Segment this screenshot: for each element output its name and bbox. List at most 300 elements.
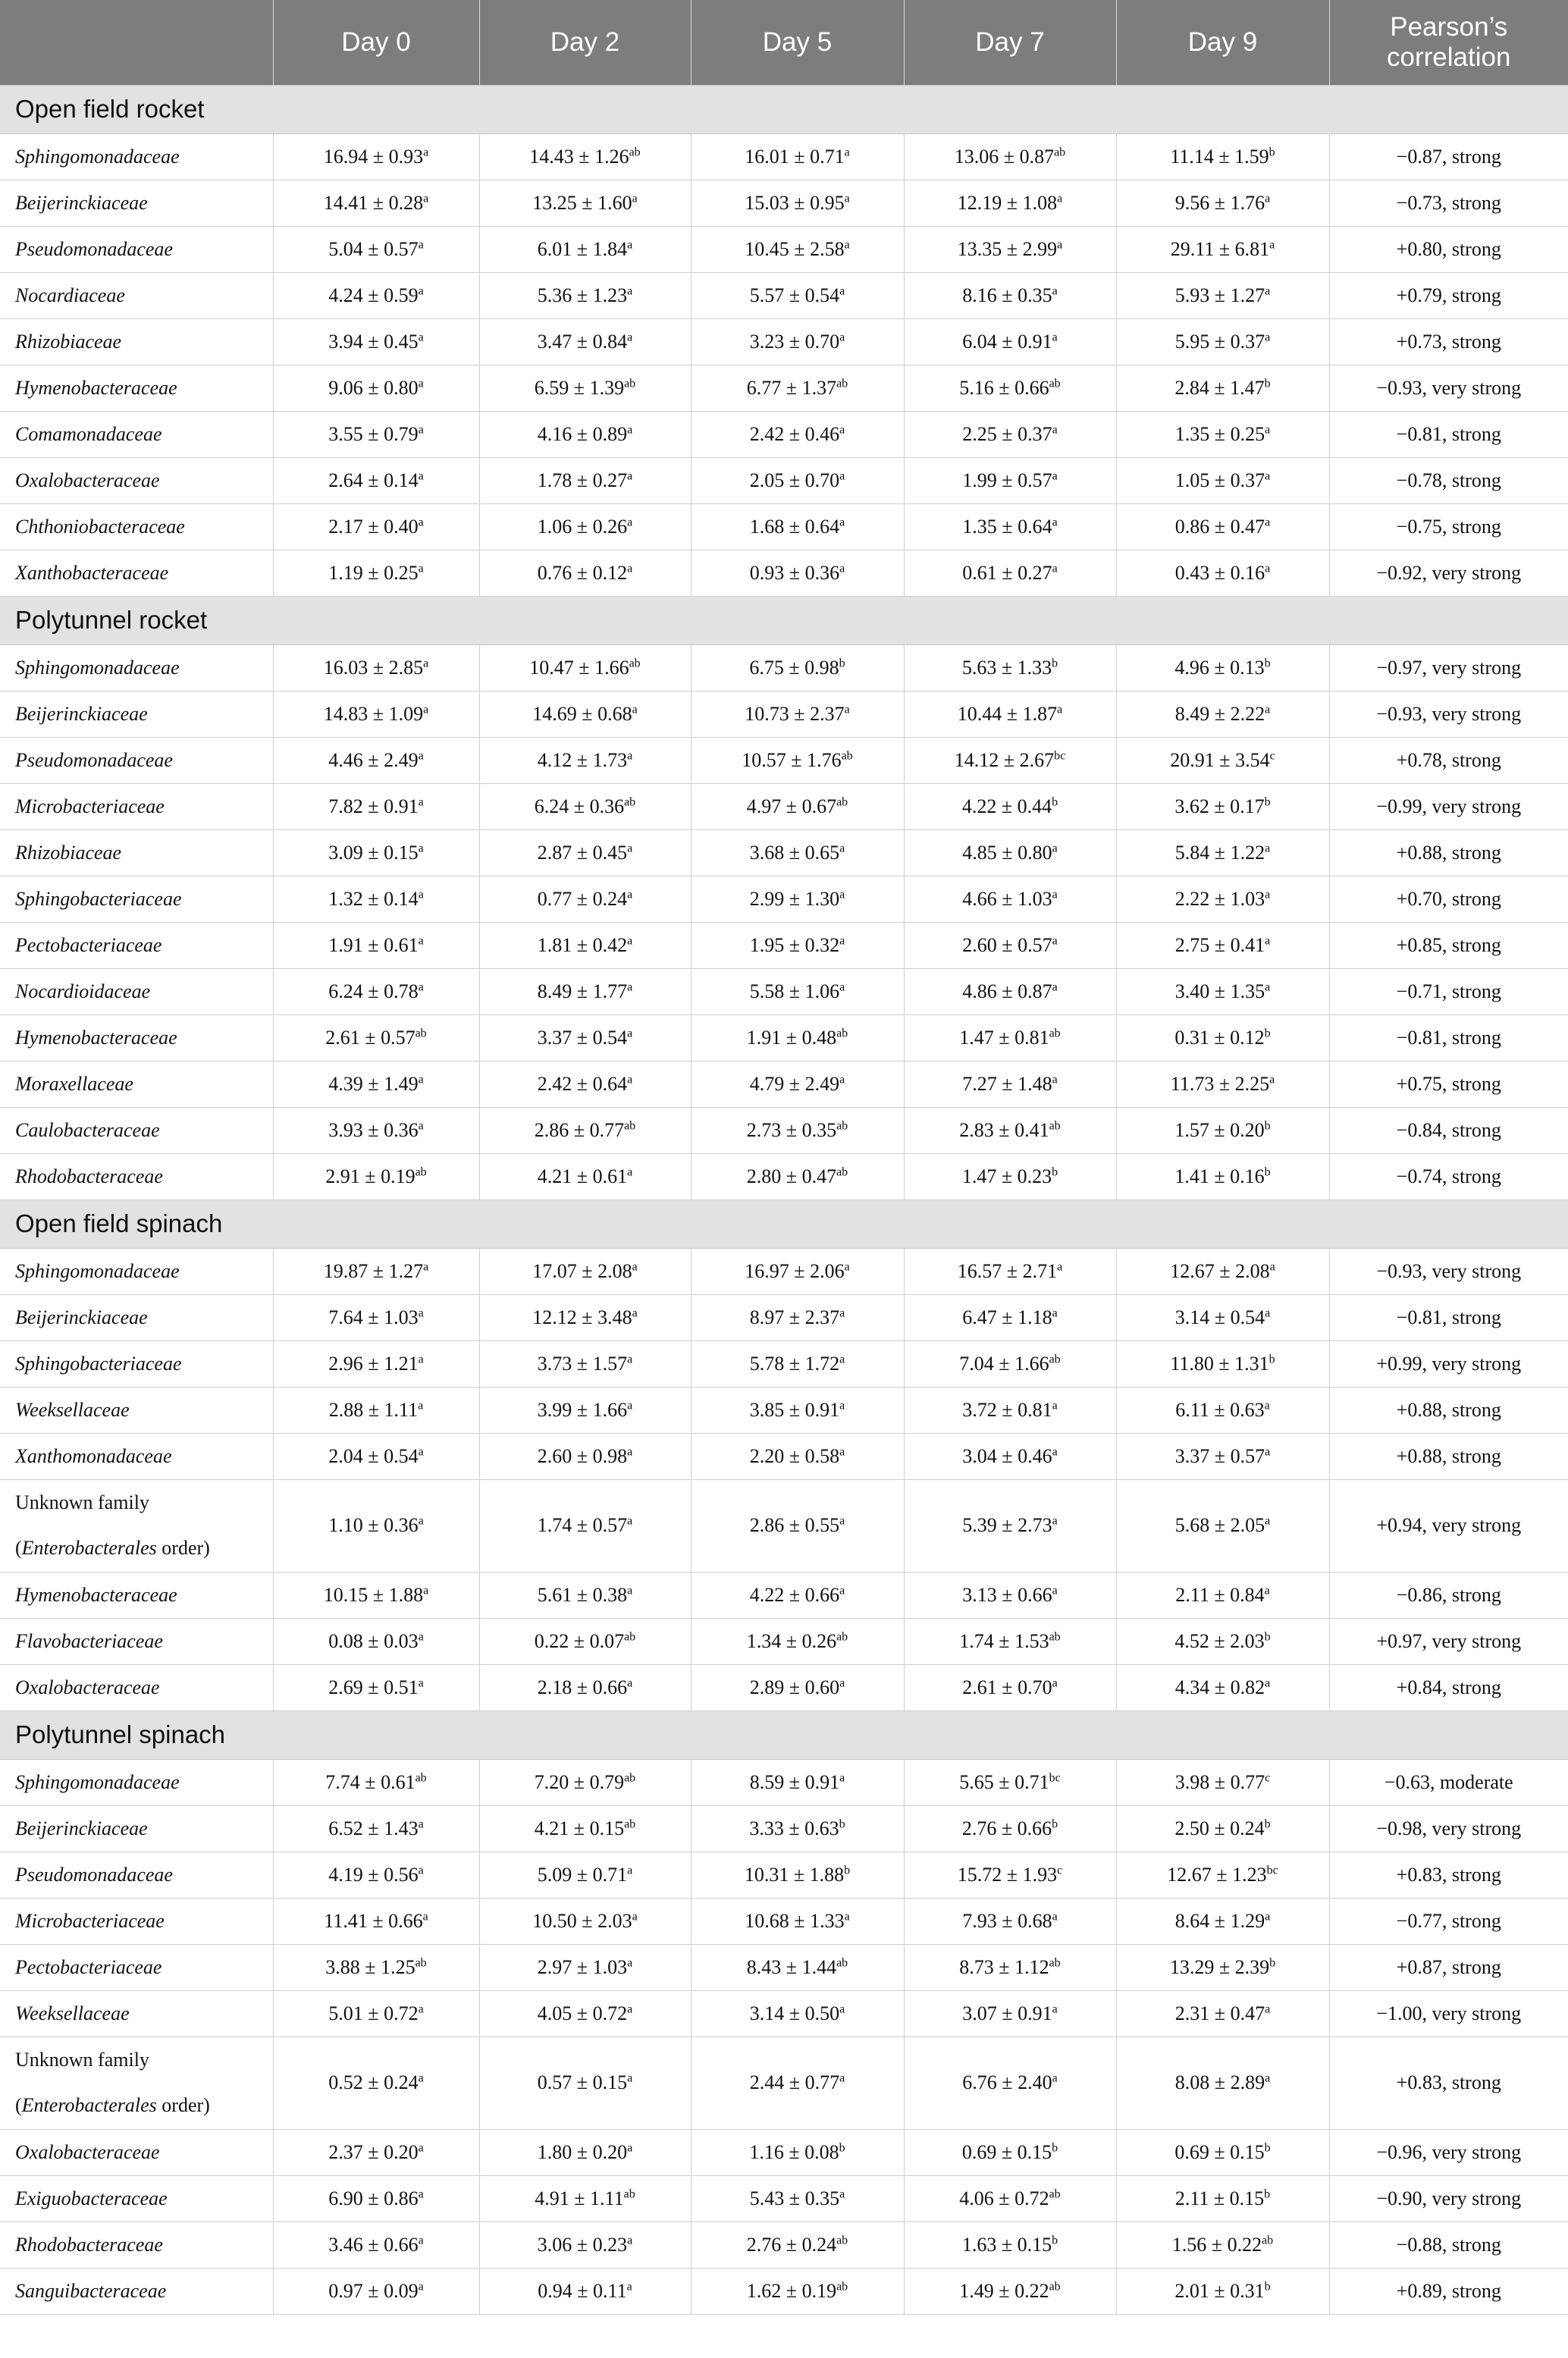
pearson-cell: +0.83, strong bbox=[1329, 2037, 1568, 2129]
mean-sd-value: 5.58 ± 1.06 bbox=[749, 980, 840, 1002]
table-row bbox=[0, 1433, 1568, 1479]
header-cell-day-9: Day 9 bbox=[1116, 0, 1329, 85]
mean-sd-value: 16.57 ± 2.71 bbox=[957, 1259, 1058, 1282]
significance-letter: ab bbox=[836, 1629, 848, 1643]
mean-sd-value: 1.91 ± 0.61 bbox=[328, 933, 419, 956]
significance-letter: ab bbox=[836, 1165, 848, 1178]
mean-sd-value: 6.24 ± 0.78 bbox=[328, 980, 419, 1002]
significance-letter: c bbox=[1269, 748, 1275, 762]
mean-sd-value: 6.47 ± 1.18 bbox=[962, 1306, 1052, 1328]
pearson-cell: −0.98, very strong bbox=[1329, 1805, 1568, 1852]
significance-letter: a bbox=[418, 795, 424, 808]
mean-sd-value: 6.11 ± 0.63 bbox=[1175, 1398, 1265, 1421]
significance-letter: a bbox=[418, 1817, 424, 1830]
significance-letter: ab bbox=[836, 1118, 848, 1132]
significance-letter: a bbox=[418, 1863, 424, 1877]
table-row bbox=[0, 644, 1568, 691]
mean-sd-value: 7.04 ± 1.66 bbox=[959, 1352, 1049, 1375]
mean-sd-value: 6.59 ± 1.39 bbox=[534, 376, 625, 399]
significance-letter: a bbox=[839, 1676, 845, 1689]
significance-letter: a bbox=[423, 1259, 429, 1273]
value-cell-day-2 bbox=[479, 2129, 691, 2175]
pearson-cell: +0.83, strong bbox=[1329, 1852, 1568, 1898]
mean-sd-value: 2.75 ± 0.41 bbox=[1174, 933, 1265, 956]
value-cell-day-2 bbox=[479, 829, 691, 876]
mean-sd-value: 7.93 ± 0.68 bbox=[962, 1909, 1052, 1932]
value-cell-day-5 bbox=[691, 457, 904, 503]
significance-letter: ab bbox=[1262, 2233, 1274, 2247]
value-cell-day-7 bbox=[904, 550, 1116, 596]
significance-letter: ab bbox=[1049, 1118, 1061, 1132]
significance-letter: a bbox=[627, 1444, 633, 1458]
pearson-cell: +0.75, strong bbox=[1329, 1061, 1568, 1107]
significance-letter: a bbox=[1264, 1398, 1270, 1412]
mean-sd-value: 5.16 ± 0.66 bbox=[959, 376, 1049, 399]
mean-sd-value: 3.04 ± 0.46 bbox=[962, 1444, 1052, 1467]
mean-sd-value: 8.08 ± 2.89 bbox=[1174, 2071, 1265, 2093]
value-cell-day-0 bbox=[273, 737, 479, 783]
mean-sd-value: 13.29 ± 2.39 bbox=[1169, 1955, 1270, 1978]
significance-letter: a bbox=[1057, 1259, 1063, 1273]
value-cell-day-0 bbox=[273, 272, 479, 318]
taxon-cell: Sphingobacteriaceae bbox=[0, 876, 273, 922]
mean-sd-value: 0.43 ± 0.16 bbox=[1174, 561, 1265, 584]
significance-letter: a bbox=[1265, 2071, 1271, 2085]
value-cell-day-5 bbox=[691, 1433, 904, 1479]
significance-letter: a bbox=[627, 561, 633, 575]
value-cell-day-5 bbox=[691, 1294, 904, 1340]
mean-sd-value: 5.65 ± 0.71 bbox=[959, 1770, 1049, 1793]
significance-letter: ab bbox=[836, 1026, 848, 1039]
significance-letter: ab bbox=[415, 1770, 427, 1784]
mean-sd-value: 2.89 ± 0.60 bbox=[749, 1676, 840, 1698]
significance-letter: b bbox=[1052, 656, 1058, 669]
significance-letter: a bbox=[627, 1165, 633, 1178]
table-row bbox=[0, 691, 1568, 737]
significance-letter: b bbox=[1264, 1026, 1271, 1039]
value-cell-day-9 bbox=[1116, 644, 1329, 691]
mean-sd-value: 2.64 ± 0.14 bbox=[328, 469, 419, 491]
taxon-cell: Sphingomonadaceae bbox=[0, 1759, 273, 1805]
table-row bbox=[0, 1107, 1568, 1153]
significance-letter: a bbox=[632, 1909, 638, 1923]
value-cell-day-0 bbox=[273, 1664, 479, 1710]
taxon-cell: Pectobacteriaceae bbox=[0, 922, 273, 968]
value-cell-day-7 bbox=[904, 1618, 1116, 1664]
mean-sd-value: 0.77 ± 0.24 bbox=[537, 887, 628, 910]
taxon-name: Unknown family bbox=[15, 2049, 149, 2071]
mean-sd-value: 0.86 ± 0.47 bbox=[1174, 515, 1265, 538]
table-row bbox=[0, 180, 1568, 226]
value-cell-day-7 bbox=[904, 1572, 1116, 1618]
table-body bbox=[0, 85, 1568, 2314]
mean-sd-value: 3.62 ± 0.17 bbox=[1174, 795, 1265, 817]
section-title: Polytunnel spinach bbox=[0, 1710, 1568, 1759]
significance-letter: a bbox=[1265, 1306, 1271, 1319]
mean-sd-value: 4.21 ± 0.61 bbox=[537, 1165, 628, 1187]
significance-letter: a bbox=[627, 1398, 633, 1412]
table-row bbox=[0, 1664, 1568, 1710]
mean-sd-value: 2.11 ± 0.84 bbox=[1175, 1583, 1265, 1606]
value-cell-day-0 bbox=[273, 2037, 479, 2129]
pearson-cell: +0.87, strong bbox=[1329, 1944, 1568, 1990]
mean-sd-value: 4.79 ± 2.49 bbox=[749, 1072, 840, 1095]
mean-sd-value: 2.20 ± 0.58 bbox=[749, 1444, 840, 1467]
significance-letter: a bbox=[418, 980, 424, 993]
significance-letter: a bbox=[1265, 702, 1271, 716]
value-cell-day-5 bbox=[691, 1061, 904, 1107]
significance-letter: bc bbox=[1266, 1863, 1278, 1877]
significance-letter: a bbox=[627, 980, 633, 993]
value-cell-day-9 bbox=[1116, 829, 1329, 876]
value-cell-day-5 bbox=[691, 226, 904, 272]
significance-letter: a bbox=[423, 656, 429, 669]
value-cell-day-2 bbox=[479, 922, 691, 968]
mean-sd-value: 1.34 ± 0.26 bbox=[746, 1629, 837, 1652]
significance-letter: a bbox=[839, 1444, 845, 1458]
significance-letter: a bbox=[1052, 1676, 1058, 1689]
significance-letter: ab bbox=[1049, 1629, 1061, 1643]
mean-sd-value: 1.10 ± 0.36 bbox=[328, 1514, 419, 1536]
table-row bbox=[0, 550, 1568, 596]
value-cell-day-5 bbox=[691, 922, 904, 968]
value-cell-day-9 bbox=[1116, 1153, 1329, 1199]
value-cell-day-0 bbox=[273, 829, 479, 876]
taxon-cell: Pseudomonadaceae bbox=[0, 1852, 273, 1898]
value-cell-day-9 bbox=[1116, 876, 1329, 922]
section-row bbox=[0, 85, 1568, 133]
value-cell-day-2 bbox=[479, 691, 691, 737]
mean-sd-value: 3.14 ± 0.50 bbox=[749, 2002, 840, 2024]
mean-sd-value: 14.12 ± 2.67 bbox=[954, 748, 1055, 771]
value-cell-day-5 bbox=[691, 550, 904, 596]
significance-letter: a bbox=[627, 1514, 633, 1528]
mean-sd-value: 6.90 ± 0.86 bbox=[328, 2187, 419, 2209]
significance-letter: a bbox=[418, 515, 424, 528]
value-cell-day-0 bbox=[273, 1153, 479, 1199]
value-cell-day-2 bbox=[479, 876, 691, 922]
value-cell-day-7 bbox=[904, 272, 1116, 318]
value-cell-day-2 bbox=[479, 737, 691, 783]
significance-letter: a bbox=[418, 2233, 424, 2247]
taxon-cell: Microbacteriaceae bbox=[0, 1898, 273, 1944]
mean-sd-value: 13.06 ± 0.87 bbox=[954, 145, 1055, 168]
mean-sd-value: 3.98 ± 0.77 bbox=[1174, 1770, 1265, 1793]
taxon-cell: Rhizobiaceae bbox=[0, 318, 273, 365]
significance-letter: a bbox=[418, 237, 424, 251]
mean-sd-value: 4.22 ± 0.66 bbox=[749, 1583, 840, 1606]
value-cell-day-0 bbox=[273, 133, 479, 180]
value-cell-day-7 bbox=[904, 503, 1116, 550]
significance-letter: a bbox=[1052, 980, 1058, 993]
value-cell-day-0 bbox=[273, 2222, 479, 2268]
pearson-cell: +0.94, very strong bbox=[1329, 1479, 1568, 1572]
value-cell-day-2 bbox=[479, 1805, 691, 1852]
value-cell-day-2 bbox=[479, 1898, 691, 1944]
pearson-cell: −0.75, strong bbox=[1329, 503, 1568, 550]
value-cell-day-9 bbox=[1116, 2268, 1329, 2314]
table-row bbox=[0, 1153, 1568, 1199]
value-cell-day-5 bbox=[691, 1248, 904, 1294]
mean-sd-value: 3.85 ± 0.91 bbox=[749, 1398, 840, 1421]
mean-sd-value: 1.47 ± 0.81 bbox=[959, 1026, 1049, 1049]
taxon-cell: Beijerinckiaceae bbox=[0, 180, 273, 226]
value-cell-day-2 bbox=[479, 1294, 691, 1340]
significance-letter: a bbox=[418, 1629, 424, 1643]
taxon-cell: Flavobacteriaceae bbox=[0, 1618, 273, 1664]
table-row bbox=[0, 133, 1568, 180]
mean-sd-value: 10.68 ± 1.33 bbox=[745, 1909, 845, 1932]
taxon-cell: Pectobacteriaceae bbox=[0, 1944, 273, 1990]
value-cell-day-0 bbox=[273, 1852, 479, 1898]
value-cell-day-7 bbox=[904, 644, 1116, 691]
significance-letter: a bbox=[418, 933, 424, 947]
significance-letter: a bbox=[1265, 1909, 1271, 1923]
significance-letter: a bbox=[844, 237, 850, 251]
mean-sd-value: 2.69 ± 0.51 bbox=[328, 1676, 419, 1698]
value-cell-day-5 bbox=[691, 1340, 904, 1387]
mean-sd-value: 2.18 ± 0.66 bbox=[537, 1676, 628, 1698]
taxon-name: Unknown family bbox=[15, 1491, 149, 1513]
significance-letter: a bbox=[418, 2279, 424, 2293]
section-row bbox=[0, 1199, 1568, 1248]
significance-letter: a bbox=[839, 1398, 845, 1412]
significance-letter: a bbox=[1052, 1444, 1058, 1458]
taxon-cell: Nocardiaceae bbox=[0, 272, 273, 318]
value-cell-day-7 bbox=[904, 365, 1116, 411]
value-cell-day-7 bbox=[904, 1061, 1116, 1107]
significance-letter: ab bbox=[1049, 2187, 1061, 2200]
significance-letter: a bbox=[1265, 1676, 1271, 1689]
value-cell-day-0 bbox=[273, 644, 479, 691]
mean-sd-value: 2.86 ± 0.55 bbox=[749, 1514, 840, 1536]
mean-sd-value: 4.24 ± 0.59 bbox=[328, 284, 419, 306]
mean-sd-value: 0.31 ± 0.12 bbox=[1174, 1026, 1265, 1049]
value-cell-day-2 bbox=[479, 644, 691, 691]
mean-sd-value: 2.22 ± 1.03 bbox=[1174, 887, 1265, 910]
significance-letter: a bbox=[1052, 933, 1058, 947]
value-cell-day-2 bbox=[479, 1061, 691, 1107]
mean-sd-value: 19.87 ± 1.27 bbox=[323, 1259, 424, 1282]
pearson-cell: +0.88, strong bbox=[1329, 1387, 1568, 1433]
value-cell-day-7 bbox=[904, 226, 1116, 272]
mean-sd-value: 5.68 ± 2.05 bbox=[1174, 1514, 1265, 1536]
table-row bbox=[0, 1248, 1568, 1294]
significance-letter: b bbox=[839, 1817, 845, 1830]
mean-sd-value: 3.23 ± 0.70 bbox=[749, 330, 840, 353]
value-cell-day-7 bbox=[904, 2175, 1116, 2222]
value-cell-day-9 bbox=[1116, 1294, 1329, 1340]
significance-letter: a bbox=[418, 1072, 424, 1086]
significance-letter: c bbox=[1057, 1863, 1063, 1877]
significance-letter: a bbox=[627, 2002, 633, 2015]
mean-sd-value: 4.16 ± 0.89 bbox=[537, 422, 628, 445]
table-row bbox=[0, 2129, 1568, 2175]
value-cell-day-5 bbox=[691, 2129, 904, 2175]
significance-letter: a bbox=[627, 237, 633, 251]
significance-letter: a bbox=[627, 1352, 633, 1366]
mean-sd-value: 9.56 ± 1.76 bbox=[1174, 191, 1265, 214]
value-cell-day-5 bbox=[691, 1759, 904, 1805]
taxon-cell: Beijerinckiaceae bbox=[0, 691, 273, 737]
significance-letter: a bbox=[423, 702, 429, 716]
significance-letter: a bbox=[418, 330, 424, 343]
table-row bbox=[0, 783, 1568, 829]
mean-sd-value: 0.69 ± 0.15 bbox=[1174, 2140, 1265, 2163]
table-row bbox=[0, 272, 1568, 318]
significance-letter: a bbox=[1264, 1583, 1270, 1597]
significance-letter: a bbox=[1265, 841, 1271, 854]
pearson-cell: −0.63, moderate bbox=[1329, 1759, 1568, 1805]
mean-sd-value: 4.21 ± 0.15 bbox=[534, 1817, 625, 1839]
value-cell-day-7 bbox=[904, 876, 1116, 922]
significance-letter: ab bbox=[624, 1770, 636, 1784]
mean-sd-value: 2.01 ± 0.31 bbox=[1174, 2279, 1265, 2302]
mean-sd-value: 1.47 ± 0.23 bbox=[961, 1165, 1052, 1187]
mean-sd-value: 6.75 ± 0.98 bbox=[749, 656, 839, 679]
pearson-cell: −0.84, strong bbox=[1329, 1107, 1568, 1153]
taxon-cell: Moraxellaceae bbox=[0, 1061, 273, 1107]
significance-letter: a bbox=[839, 2187, 845, 2200]
significance-letter: a bbox=[1052, 422, 1058, 436]
mean-sd-value: 7.20 ± 0.79 bbox=[534, 1770, 625, 1793]
pearson-cell: +0.78, strong bbox=[1329, 737, 1568, 783]
significance-letter: a bbox=[844, 191, 850, 205]
mean-sd-value: 2.37 ± 0.20 bbox=[328, 2140, 419, 2163]
significance-letter: ab bbox=[836, 376, 848, 390]
significance-letter: a bbox=[1052, 330, 1058, 343]
significance-letter: b bbox=[1052, 1165, 1058, 1178]
value-cell-day-7 bbox=[904, 691, 1116, 737]
mean-sd-value: 6.76 ± 2.40 bbox=[962, 2071, 1052, 2093]
significance-letter: ab bbox=[624, 1629, 636, 1643]
table-row bbox=[0, 1294, 1568, 1340]
significance-letter: a bbox=[1052, 2002, 1058, 2015]
taxon-cell: Xanthomonadaceae bbox=[0, 1433, 273, 1479]
value-cell-day-0 bbox=[273, 1107, 479, 1153]
value-cell-day-2 bbox=[479, 968, 691, 1014]
significance-letter: a bbox=[627, 284, 633, 297]
value-cell-day-5 bbox=[691, 1572, 904, 1618]
mean-sd-value: 11.80 ± 1.31 bbox=[1170, 1352, 1269, 1375]
mean-sd-value: 0.22 ± 0.07 bbox=[534, 1629, 625, 1652]
mean-sd-value: 6.01 ± 1.84 bbox=[537, 237, 628, 260]
significance-letter: b bbox=[1264, 1165, 1271, 1178]
mean-sd-value: 8.73 ± 1.12 bbox=[959, 1955, 1049, 1978]
significance-letter: b bbox=[1264, 2279, 1271, 2293]
mean-sd-value: 4.34 ± 0.82 bbox=[1174, 1676, 1265, 1698]
taxon-cell: Hymenobacteraceae bbox=[0, 1014, 273, 1061]
taxon-cell bbox=[0, 1479, 273, 1572]
mean-sd-value: 12.19 ± 1.08 bbox=[957, 191, 1058, 214]
value-cell-day-2 bbox=[479, 411, 691, 457]
value-cell-day-9 bbox=[1116, 1990, 1329, 2037]
value-cell-day-2 bbox=[479, 1014, 691, 1061]
value-cell-day-9 bbox=[1116, 272, 1329, 318]
table-row bbox=[0, 1479, 1568, 1572]
value-cell-day-0 bbox=[273, 1618, 479, 1664]
table-row bbox=[0, 1990, 1568, 2037]
mean-sd-value: 15.03 ± 0.95 bbox=[745, 191, 845, 214]
value-cell-day-5 bbox=[691, 133, 904, 180]
mean-sd-value: 4.96 ± 0.13 bbox=[1174, 656, 1265, 679]
taxon-cell: Pseudomonadaceae bbox=[0, 226, 273, 272]
value-cell-day-7 bbox=[904, 457, 1116, 503]
significance-letter: a bbox=[627, 1583, 633, 1597]
value-cell-day-0 bbox=[273, 691, 479, 737]
mean-sd-value: 29.11 ± 6.81 bbox=[1170, 237, 1270, 260]
mean-sd-value: 6.04 ± 0.91 bbox=[962, 330, 1052, 353]
value-cell-day-7 bbox=[904, 133, 1116, 180]
significance-letter: a bbox=[423, 1583, 429, 1597]
table-row bbox=[0, 365, 1568, 411]
taxon-cell: Beijerinckiaceae bbox=[0, 1805, 273, 1852]
mean-sd-value: 2.05 ± 0.70 bbox=[749, 469, 840, 491]
value-cell-day-2 bbox=[479, 457, 691, 503]
mean-sd-value: 7.82 ± 0.91 bbox=[328, 795, 419, 817]
value-cell-day-5 bbox=[691, 411, 904, 457]
mean-sd-value: 2.88 ± 1.11 bbox=[328, 1398, 419, 1421]
significance-letter: a bbox=[839, 1770, 845, 1784]
value-cell-day-2 bbox=[479, 2268, 691, 2314]
significance-letter: a bbox=[423, 191, 429, 205]
mean-sd-value: 3.94 ± 0.45 bbox=[328, 330, 419, 353]
mean-sd-value: 15.72 ± 1.93 bbox=[957, 1863, 1058, 1886]
mean-sd-value: 3.93 ± 0.36 bbox=[328, 1118, 419, 1141]
taxon-cell bbox=[0, 2037, 273, 2129]
significance-letter: a bbox=[627, 469, 633, 482]
value-cell-day-5 bbox=[691, 2268, 904, 2314]
value-cell-day-5 bbox=[691, 737, 904, 783]
value-cell-day-5 bbox=[691, 365, 904, 411]
significance-letter: a bbox=[418, 1514, 424, 1528]
significance-letter: a bbox=[418, 469, 424, 482]
pearson-cell: +0.84, strong bbox=[1329, 1664, 1568, 1710]
significance-letter: b bbox=[1264, 1817, 1271, 1830]
significance-letter: bc bbox=[1049, 1770, 1061, 1784]
significance-letter: a bbox=[423, 145, 429, 158]
value-cell-day-0 bbox=[273, 1759, 479, 1805]
significance-letter: a bbox=[839, 330, 845, 343]
section-title: Open field spinach bbox=[0, 1199, 1568, 1248]
value-cell-day-9 bbox=[1116, 1618, 1329, 1664]
value-cell-day-5 bbox=[691, 829, 904, 876]
value-cell-day-0 bbox=[273, 1479, 479, 1572]
mean-sd-value: 4.97 ± 0.67 bbox=[746, 795, 837, 817]
table-row bbox=[0, 1061, 1568, 1107]
value-cell-day-0 bbox=[273, 2175, 479, 2222]
significance-letter: a bbox=[839, 284, 845, 297]
header-cell-day-7: Day 7 bbox=[904, 0, 1116, 85]
significance-letter: a bbox=[418, 2002, 424, 2015]
significance-letter: a bbox=[1052, 1909, 1058, 1923]
value-cell-day-7 bbox=[904, 737, 1116, 783]
significance-letter: b bbox=[1264, 795, 1271, 808]
significance-letter: ab bbox=[1049, 1352, 1061, 1366]
mean-sd-value: 3.33 ± 0.63 bbox=[749, 1817, 839, 1839]
value-cell-day-5 bbox=[691, 2037, 904, 2129]
mean-sd-value: 3.13 ± 0.66 bbox=[962, 1583, 1052, 1606]
value-cell-day-2 bbox=[479, 1759, 691, 1805]
value-cell-day-9 bbox=[1116, 550, 1329, 596]
significance-letter: a bbox=[1057, 237, 1063, 251]
mean-sd-value: 1.19 ± 0.25 bbox=[328, 561, 419, 584]
value-cell-day-5 bbox=[691, 1387, 904, 1433]
significance-letter: a bbox=[839, 2071, 845, 2085]
value-cell-day-9 bbox=[1116, 2175, 1329, 2222]
pearson-cell: +0.99, very strong bbox=[1329, 1340, 1568, 1387]
mean-sd-value: 3.99 ± 1.66 bbox=[537, 1398, 628, 1421]
